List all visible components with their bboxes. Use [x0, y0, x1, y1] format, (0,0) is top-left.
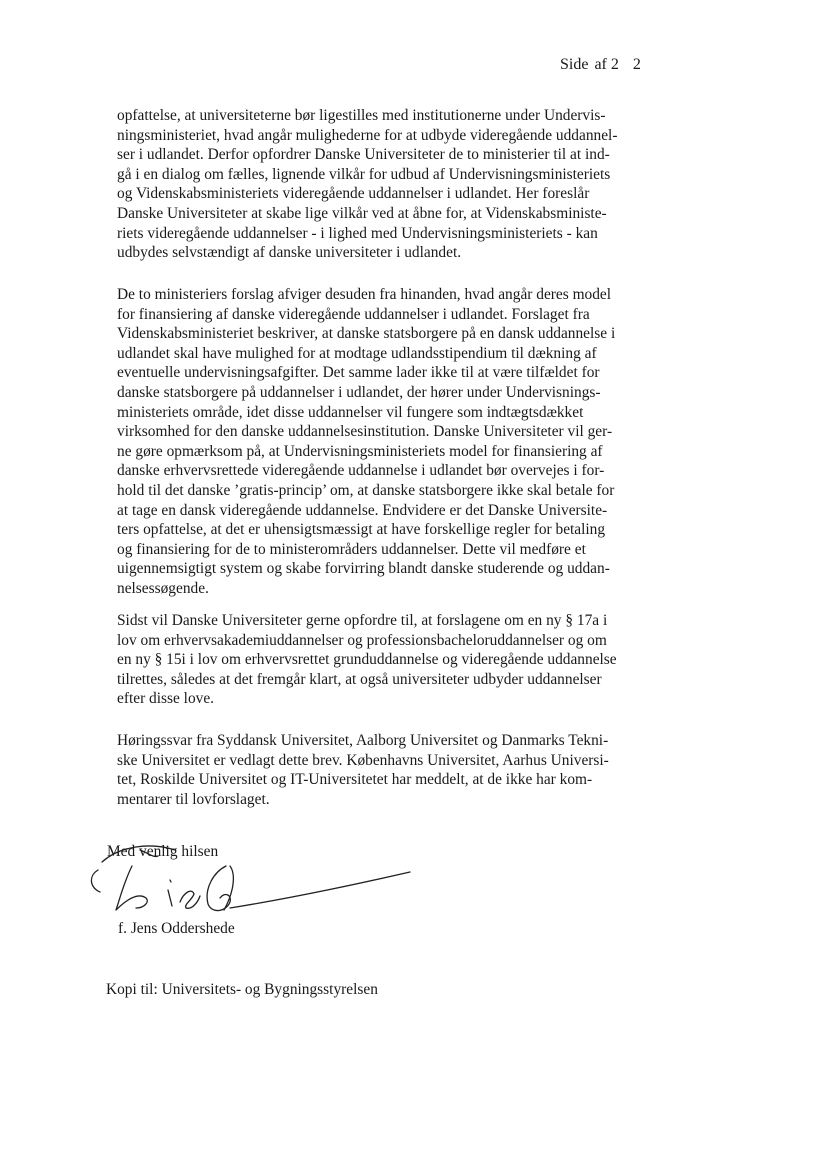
page-header [560, 56, 641, 74]
text-line: ningsministeriet, hvad angår mulighederne for at udbyde videregående uddannel- [117, 126, 618, 144]
text-line: virksomhed for den danske uddannelsesinstitution. Danske Universiteter vil ger- [117, 423, 613, 441]
text-line: tilrettes, således at det fremgår klart, at også universiteter udbyder uddannelser [117, 670, 602, 688]
text-line: gå i en dialog om fælles, lignende vilkår for udbud af Undervisningsministeriets [117, 165, 611, 183]
page-of-total: af 2 [594, 56, 619, 73]
text-line: Danske Universiteter at skabe lige vilkår ved at åbne for, at Videnskabsministe- [117, 204, 607, 222]
text-line: eventuelle undervisningsafgifter. Det samme lader ikke til at være tilfældet for [117, 364, 600, 382]
paragraph-universities-equal-terms [117, 106, 657, 263]
handwritten-signature [80, 836, 440, 926]
text-line: De to ministeriers forslag afviger desuden fra hinanden, hvad angår deres model [117, 286, 612, 303]
text-line: Høringssvar fra Syddansk Universitet, Aalborg Universitet og Danmarks Tekni- [117, 732, 609, 749]
text-line: for finansiering af danske videregående uddannelser i udlandet. Forslaget fra [117, 305, 590, 323]
text-line: hold til det danske ’gratis-princip’ om, at danske statsborgere ikke skal betale for [117, 481, 615, 499]
text-line: udbydes selvstændigt af danske universiteter i udlandet. [117, 244, 462, 262]
text-line: mentarer til lovforslaget. [117, 790, 270, 808]
text-line: og finansiering for de to ministerområders uddannelser. Dette vil medføre et [117, 540, 586, 558]
text-line: opfattelse, at universiteterne bør ligestilles med institutionerne under Undervis- [117, 107, 606, 124]
text-line: danske erhvervsrettede videregående uddannelse i udlandet bør overvejes i for- [117, 462, 605, 480]
text-line: riets videregående uddannelser - i lighed med Undervisningsministeriets - kan [117, 224, 598, 242]
paragraph-consultation-responses [117, 731, 657, 809]
text-line: lov om erhvervsakademiuddannelser og professionsbacheloruddannelser og om [117, 631, 607, 649]
text-line: Sidst vil Danske Universiteter gerne opfordre til, at forslagene om en ny § 17a i [117, 612, 608, 629]
page-side-label: Side [560, 56, 589, 73]
text-line: danske statsborgere på uddannelser i udlandet, der hører under Undervisnings- [117, 383, 601, 401]
text-line: ske Universitet er vedlagt dette brev. Københavns Universitet, Aarhus Universi- [117, 751, 609, 769]
text-line: uigennemsigtigt system og skabe forvirring blandt danske studerende og uddan- [117, 560, 610, 578]
paragraph-financing-models [117, 285, 657, 599]
text-line: tet, Roskilde Universitet og IT-Universitetet har meddelt, at de ikke har kom- [117, 771, 593, 789]
text-line: ministeriets område, idet disse uddannelser vil fungere som indtægtsdækket [117, 403, 584, 421]
page-number: 2 [632, 56, 641, 73]
closing-greeting: Med venlig hilsen [107, 843, 219, 860]
text-line: og Videnskabsministeriets videregående uddannelser i udlandet. Her foreslår [117, 185, 590, 203]
text-line: udlandet skal have mulighed for at modtage udlandsstipendium til dækning af [117, 344, 597, 362]
signer-name: f. Jens Oddershede [118, 920, 235, 937]
copy-recipient: Kopi til: Universitets- og Bygningsstyrelsen [106, 981, 378, 998]
paragraph-law-amendments [117, 611, 657, 709]
text-line: at tage en dansk videregående uddannelse. Endvidere er det Danske Universite- [117, 501, 608, 519]
text-line: nelsessøgende. [117, 579, 209, 597]
text-line: ne gøre opmærksom på, at Undervisningsministeriets model for finansiering af [117, 442, 603, 460]
text-line: Videnskabsministeriet beskriver, at danske statsborgere på en dansk uddannelse i [117, 325, 616, 343]
text-line: en ny § 15i i lov om erhvervsrettet grunduddannelse og videregående uddannelse [117, 651, 617, 669]
text-line: efter disse love. [117, 690, 215, 708]
text-line: ters opfattelse, at det er uhensigtsmæssigt at have forskellige regler for betaling [117, 521, 606, 539]
text-line: ser i udlandet. Derfor opfordrer Danske Universiteter de to ministerier til at ind- [117, 146, 610, 164]
